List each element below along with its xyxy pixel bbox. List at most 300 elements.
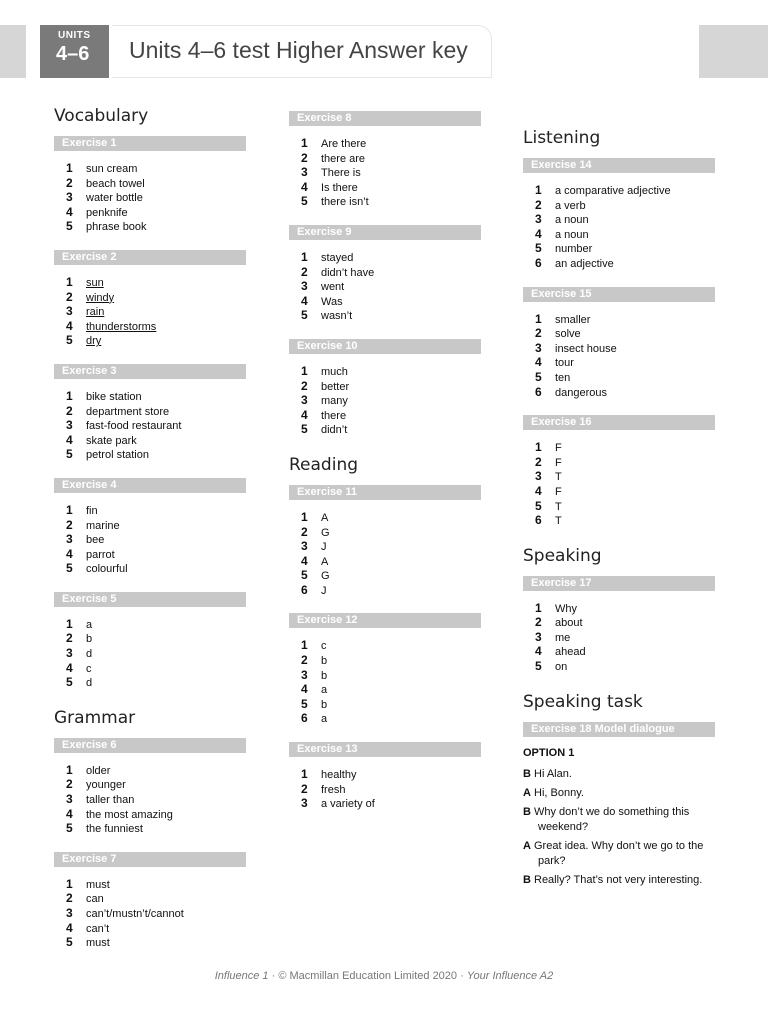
answer-number: 3 bbox=[301, 393, 308, 408]
answer-item bbox=[66, 319, 246, 334]
answer-number: 5 bbox=[66, 675, 73, 690]
answer-number: 5 bbox=[66, 821, 73, 836]
answer-text: J bbox=[321, 541, 327, 554]
answer-number: 3 bbox=[66, 532, 73, 547]
answer-item bbox=[301, 364, 481, 379]
answer-text: number bbox=[555, 243, 593, 256]
answer-text: c bbox=[86, 662, 92, 675]
answer-item bbox=[301, 408, 481, 423]
answer-item bbox=[535, 659, 715, 674]
answer-number: 1 bbox=[301, 638, 308, 653]
exercise-header: Exercise 5 bbox=[54, 592, 246, 607]
answer-text: There is bbox=[321, 167, 361, 180]
exercise-header: Exercise 12 bbox=[289, 613, 481, 628]
exercise-block bbox=[523, 415, 715, 528]
answer-item bbox=[301, 379, 481, 394]
answer-number: 5 bbox=[66, 447, 73, 462]
answer-number: 2 bbox=[66, 403, 73, 418]
answer-item bbox=[301, 767, 481, 782]
answer-item bbox=[535, 241, 715, 256]
exercise-block bbox=[523, 576, 715, 674]
answer-number: 1 bbox=[301, 509, 308, 524]
answer-text: there are bbox=[321, 152, 366, 165]
answer-item bbox=[301, 151, 481, 166]
exercise-header: Exercise 8 bbox=[289, 111, 481, 126]
answer-list bbox=[289, 767, 481, 811]
answer-number: 1 bbox=[301, 249, 308, 264]
answer-number: 2 bbox=[535, 197, 542, 212]
answer-item bbox=[301, 250, 481, 265]
answer-number: 4 bbox=[535, 226, 542, 241]
exercise-block bbox=[54, 738, 246, 836]
answer-item bbox=[66, 777, 246, 792]
answer-item bbox=[535, 644, 715, 659]
answer-text: rain bbox=[86, 306, 105, 319]
answer-item bbox=[535, 227, 715, 242]
answer-text: ahead bbox=[555, 646, 586, 659]
dialogue-text: Great idea. Why don’t we go to the park? bbox=[534, 839, 704, 867]
answer-item bbox=[66, 661, 246, 676]
answer-number: 2 bbox=[66, 777, 73, 792]
answer-item bbox=[66, 561, 246, 576]
answer-number: 1 bbox=[66, 161, 73, 175]
answer-item bbox=[535, 455, 715, 470]
answer-text: an adjective bbox=[555, 257, 614, 270]
answer-number: 1 bbox=[301, 136, 308, 150]
answer-item bbox=[535, 312, 715, 327]
answer-text: solve bbox=[555, 328, 581, 341]
answer-item bbox=[301, 194, 481, 209]
answer-text: F bbox=[555, 456, 562, 469]
answer-item bbox=[66, 532, 246, 547]
answer-text: better bbox=[321, 380, 350, 393]
exercise-header: Exercise 11 bbox=[289, 485, 481, 500]
answer-number: 5 bbox=[301, 422, 308, 437]
answer-text: stayed bbox=[321, 251, 354, 264]
answer-item bbox=[301, 308, 481, 323]
answer-text: b bbox=[321, 698, 328, 711]
answer-number: 1 bbox=[535, 183, 542, 197]
section-title: Grammar bbox=[54, 707, 136, 728]
answer-number: 2 bbox=[66, 631, 73, 646]
answer-number: 2 bbox=[301, 378, 308, 393]
answer-item bbox=[535, 484, 715, 499]
answer-item bbox=[66, 547, 246, 562]
answer-number: 1 bbox=[535, 311, 542, 326]
answer-item bbox=[301, 653, 481, 668]
answer-item bbox=[66, 503, 246, 518]
answer-text: didn’t bbox=[321, 424, 348, 437]
answer-text: the funniest bbox=[86, 823, 143, 836]
answer-item bbox=[535, 499, 715, 514]
answer-text: J bbox=[321, 584, 327, 597]
answer-number: 4 bbox=[66, 920, 73, 935]
answer-item bbox=[535, 513, 715, 528]
exercise-block bbox=[289, 613, 481, 726]
answer-item bbox=[66, 205, 246, 220]
header-right-tab bbox=[699, 25, 768, 78]
answer-list bbox=[523, 440, 715, 528]
answer-text: can’t/mustn’t/cannot bbox=[86, 908, 184, 920]
answer-text: didn’t have bbox=[321, 266, 375, 279]
answer-item bbox=[66, 906, 246, 921]
answer-text: d bbox=[86, 677, 93, 690]
answer-number: 1 bbox=[66, 274, 73, 289]
dialogue-speaker: B bbox=[523, 805, 531, 818]
answer-number: 4 bbox=[535, 644, 542, 659]
answer-text: insect house bbox=[555, 342, 617, 355]
dialogue-speaker: B bbox=[523, 873, 531, 886]
answer-text: a bbox=[321, 713, 328, 726]
answer-item bbox=[301, 782, 481, 797]
answer-text: G bbox=[321, 526, 330, 539]
answer-text: T bbox=[555, 471, 562, 484]
answer-number: 4 bbox=[301, 179, 308, 194]
answer-list bbox=[54, 275, 246, 348]
answer-number: 5 bbox=[66, 935, 73, 950]
answer-text: windy bbox=[86, 291, 115, 304]
answer-text: healthy bbox=[321, 769, 357, 782]
answer-item bbox=[301, 583, 481, 598]
dialogue-speaker: A bbox=[523, 786, 531, 799]
answer-item bbox=[301, 265, 481, 280]
answer-text: c bbox=[321, 640, 327, 653]
answer-item bbox=[535, 183, 715, 198]
answer-number: 6 bbox=[535, 513, 542, 528]
answer-item bbox=[66, 333, 246, 348]
exercise-block bbox=[54, 250, 246, 348]
answer-text: can’t bbox=[86, 922, 110, 935]
answer-text: parrot bbox=[86, 548, 115, 561]
answer-item bbox=[66, 631, 246, 646]
exercise-block bbox=[54, 852, 246, 950]
answer-number: 5 bbox=[301, 308, 308, 323]
answer-item bbox=[66, 275, 246, 290]
answer-number: 4 bbox=[66, 660, 73, 675]
answer-item bbox=[66, 646, 246, 661]
answer-number: 5 bbox=[535, 369, 542, 384]
column-middle bbox=[289, 111, 481, 827]
answer-number: 2 bbox=[301, 264, 308, 279]
answer-number: 4 bbox=[301, 293, 308, 308]
answer-number: 5 bbox=[301, 568, 308, 583]
answer-text: tour bbox=[555, 357, 574, 370]
answer-item bbox=[301, 422, 481, 437]
answer-number: 3 bbox=[301, 796, 308, 811]
answer-number: 5 bbox=[301, 194, 308, 209]
answer-text: about bbox=[555, 617, 583, 630]
answer-item bbox=[66, 675, 246, 690]
exercise-block bbox=[54, 592, 246, 690]
dialogue-line bbox=[523, 873, 723, 888]
answer-item bbox=[66, 877, 246, 892]
dialogue-text: Hi Alan. bbox=[534, 767, 572, 780]
answer-number: 5 bbox=[535, 659, 542, 674]
answer-item bbox=[535, 355, 715, 370]
answer-number: 5 bbox=[66, 561, 73, 576]
answer-item bbox=[66, 891, 246, 906]
answer-item bbox=[301, 165, 481, 180]
answer-number: 2 bbox=[66, 289, 73, 304]
answer-number: 3 bbox=[535, 212, 542, 227]
exercise-header: Exercise 18 Model dialogue bbox=[523, 722, 715, 737]
exercise-block bbox=[54, 364, 246, 462]
column-right bbox=[523, 126, 715, 892]
column-left bbox=[54, 104, 246, 966]
section-title: Speaking bbox=[523, 545, 602, 566]
answer-number: 1 bbox=[66, 616, 73, 631]
answer-item bbox=[301, 796, 481, 811]
answer-text: Are there bbox=[321, 138, 367, 150]
answer-item bbox=[66, 418, 246, 433]
exercise-block bbox=[289, 485, 481, 598]
answer-text: dangerous bbox=[555, 386, 607, 399]
dialogue-line bbox=[523, 767, 723, 782]
answer-number: 6 bbox=[535, 255, 542, 270]
answer-text: me bbox=[555, 631, 571, 644]
answer-number: 3 bbox=[535, 629, 542, 644]
answer-number: 5 bbox=[66, 333, 73, 348]
answer-item bbox=[66, 161, 246, 176]
answer-text: water bottle bbox=[86, 192, 143, 205]
answer-text: on bbox=[555, 661, 568, 674]
exercise-block bbox=[289, 225, 481, 323]
exercise-block bbox=[523, 158, 715, 271]
answer-item bbox=[66, 304, 246, 319]
answer-item bbox=[66, 617, 246, 632]
answer-item bbox=[535, 601, 715, 616]
exercise-block bbox=[523, 287, 715, 400]
answer-list bbox=[54, 503, 246, 576]
answer-number: 4 bbox=[301, 553, 308, 568]
answer-item bbox=[535, 341, 715, 356]
answer-item bbox=[66, 821, 246, 836]
exercise-header: Exercise 2 bbox=[54, 250, 246, 265]
exercise-block bbox=[289, 742, 481, 811]
answer-text: F bbox=[555, 442, 562, 455]
answer-text: younger bbox=[86, 779, 126, 792]
answer-list bbox=[54, 161, 246, 234]
exercise-header: Exercise 16 bbox=[523, 415, 715, 430]
answer-item bbox=[301, 180, 481, 195]
answer-text: must bbox=[86, 878, 110, 891]
answer-text: beach towel bbox=[86, 177, 145, 190]
answer-text: b bbox=[86, 633, 93, 646]
answer-text: dry bbox=[86, 335, 102, 348]
answer-number: 5 bbox=[535, 241, 542, 256]
answer-list bbox=[54, 877, 246, 950]
answer-number: 2 bbox=[66, 175, 73, 190]
answer-item bbox=[301, 554, 481, 569]
answer-item bbox=[301, 294, 481, 309]
answer-item bbox=[535, 256, 715, 271]
answer-item bbox=[66, 763, 246, 778]
answer-list bbox=[289, 250, 481, 323]
footer-series: Your Influence A2 bbox=[466, 970, 554, 982]
answer-text: colourful bbox=[86, 563, 128, 576]
answer-item bbox=[301, 682, 481, 697]
answer-text: bee bbox=[86, 534, 105, 547]
answer-item bbox=[535, 440, 715, 455]
exercise-block bbox=[289, 111, 481, 209]
answer-item bbox=[301, 668, 481, 683]
dialogue-line bbox=[523, 786, 723, 801]
answer-text: smaller bbox=[555, 313, 591, 326]
answer-text: G bbox=[321, 570, 330, 583]
answer-item bbox=[535, 370, 715, 385]
answer-item bbox=[535, 326, 715, 341]
answer-text: can bbox=[86, 893, 104, 906]
dialogue bbox=[523, 767, 715, 888]
answer-list bbox=[523, 601, 715, 674]
answer-number: 1 bbox=[66, 876, 73, 891]
answer-item bbox=[66, 921, 246, 936]
dialogue-speaker: B bbox=[523, 767, 531, 780]
answer-text: penknife bbox=[86, 206, 128, 219]
answer-number: 2 bbox=[301, 653, 308, 668]
dialogue-text: Really? That’s not very interesting. bbox=[534, 873, 703, 886]
answer-item bbox=[301, 525, 481, 540]
answer-number: 2 bbox=[535, 454, 542, 469]
answer-item bbox=[66, 518, 246, 533]
answer-number: 3 bbox=[66, 906, 73, 920]
answer-text: a bbox=[321, 684, 328, 697]
answer-number: 3 bbox=[66, 190, 73, 205]
answer-list bbox=[54, 389, 246, 462]
answer-item bbox=[301, 393, 481, 408]
answer-item bbox=[301, 539, 481, 554]
exercise-block bbox=[54, 478, 246, 576]
answer-item bbox=[301, 711, 481, 726]
exercise-header: Exercise 9 bbox=[289, 225, 481, 240]
answer-item bbox=[301, 136, 481, 151]
answer-text: fin bbox=[86, 504, 98, 517]
answer-item bbox=[66, 404, 246, 419]
dialogue-line bbox=[523, 839, 723, 869]
exercise-header: Exercise 15 bbox=[523, 287, 715, 302]
answer-number: 2 bbox=[301, 150, 308, 165]
answer-text: fast-food restaurant bbox=[86, 420, 182, 433]
answer-text: there bbox=[321, 409, 347, 422]
answer-text: department store bbox=[86, 405, 170, 418]
answer-text: Is there bbox=[321, 181, 358, 194]
exercise-block bbox=[289, 339, 481, 437]
answer-text: a comparative adjective bbox=[555, 185, 671, 197]
answer-item bbox=[301, 568, 481, 583]
answer-text: went bbox=[321, 281, 345, 294]
answer-item bbox=[66, 447, 246, 462]
answer-number: 1 bbox=[66, 762, 73, 777]
answer-text: d bbox=[86, 648, 93, 661]
answer-number: 4 bbox=[535, 483, 542, 498]
answer-text: a bbox=[86, 618, 93, 631]
answer-number: 2 bbox=[535, 326, 542, 341]
answer-number: 5 bbox=[301, 696, 308, 711]
section-title-speaking-task: Speaking task bbox=[523, 691, 643, 712]
answer-text: a noun bbox=[555, 228, 589, 241]
answer-text: wasn’t bbox=[321, 310, 353, 323]
dialogue-text: Hi, Bonny. bbox=[534, 786, 584, 799]
page-title: Units 4–6 test Higher Answer key bbox=[129, 37, 468, 63]
answer-list bbox=[54, 617, 246, 690]
answer-item bbox=[66, 433, 246, 448]
answer-number: 4 bbox=[66, 204, 73, 219]
exercise-header: Exercise 13 bbox=[289, 742, 481, 757]
answer-number: 3 bbox=[301, 165, 308, 180]
answer-number: 4 bbox=[66, 546, 73, 561]
dialogue-option: OPTION 1 bbox=[523, 746, 575, 759]
answer-number: 3 bbox=[66, 792, 73, 807]
answer-item bbox=[66, 190, 246, 205]
answer-number: 4 bbox=[66, 318, 73, 333]
answer-text: there isn’t bbox=[321, 196, 369, 209]
answer-list bbox=[289, 136, 481, 209]
answer-number: 1 bbox=[301, 363, 308, 378]
answer-item bbox=[535, 198, 715, 213]
answer-text: taller than bbox=[86, 794, 135, 807]
section-title: Listening bbox=[523, 128, 601, 148]
answer-list bbox=[523, 183, 715, 271]
answer-number: 4 bbox=[301, 682, 308, 697]
answer-item bbox=[66, 219, 246, 234]
answer-text: Why bbox=[555, 602, 577, 615]
answer-number: 3 bbox=[301, 667, 308, 682]
footer-book-title: Influence 1 bbox=[214, 970, 269, 982]
answer-item bbox=[301, 697, 481, 712]
answer-number: 4 bbox=[66, 806, 73, 821]
answer-text: phrase book bbox=[86, 221, 147, 234]
answer-number: 4 bbox=[66, 432, 73, 447]
answer-text: must bbox=[86, 937, 110, 950]
answer-number: 3 bbox=[535, 469, 542, 484]
exercise-header: Exercise 1 bbox=[54, 136, 246, 151]
answer-list bbox=[54, 763, 246, 836]
answer-text: the most amazing bbox=[86, 808, 173, 821]
answer-number: 6 bbox=[301, 711, 308, 726]
answer-text: a verb bbox=[555, 199, 586, 212]
answer-number: 2 bbox=[301, 524, 308, 539]
answer-number: 2 bbox=[66, 891, 73, 906]
answer-number: 1 bbox=[301, 767, 308, 782]
answer-text: thunderstorms bbox=[86, 320, 157, 333]
dialogue-speaker: A bbox=[523, 839, 531, 852]
answer-item bbox=[535, 615, 715, 630]
units-label: UNITS bbox=[58, 30, 91, 41]
answer-item bbox=[66, 807, 246, 822]
header-left-tab bbox=[0, 25, 26, 78]
answer-text: marine bbox=[86, 519, 120, 532]
answer-number: 1 bbox=[535, 440, 542, 455]
answer-number: 2 bbox=[535, 615, 542, 630]
answer-text: bike station bbox=[86, 390, 142, 403]
answer-number: 3 bbox=[66, 304, 73, 319]
footer-copyright: · © Macmillan Education Limited 2020 · bbox=[268, 970, 467, 982]
answer-item bbox=[301, 638, 481, 653]
answer-text: many bbox=[321, 395, 348, 408]
answer-item bbox=[66, 389, 246, 404]
exercise-header: Exercise 7 bbox=[54, 852, 246, 867]
answer-text: petrol station bbox=[86, 449, 149, 462]
answer-text: b bbox=[321, 669, 328, 682]
answer-item bbox=[66, 792, 246, 807]
section-title: Vocabulary bbox=[54, 106, 149, 126]
answer-text: a noun bbox=[555, 214, 589, 227]
answer-list bbox=[289, 510, 481, 598]
answer-list bbox=[289, 638, 481, 726]
answer-number: 3 bbox=[535, 340, 542, 355]
exercise-header: Exercise 6 bbox=[54, 738, 246, 753]
answer-text: F bbox=[555, 485, 562, 498]
